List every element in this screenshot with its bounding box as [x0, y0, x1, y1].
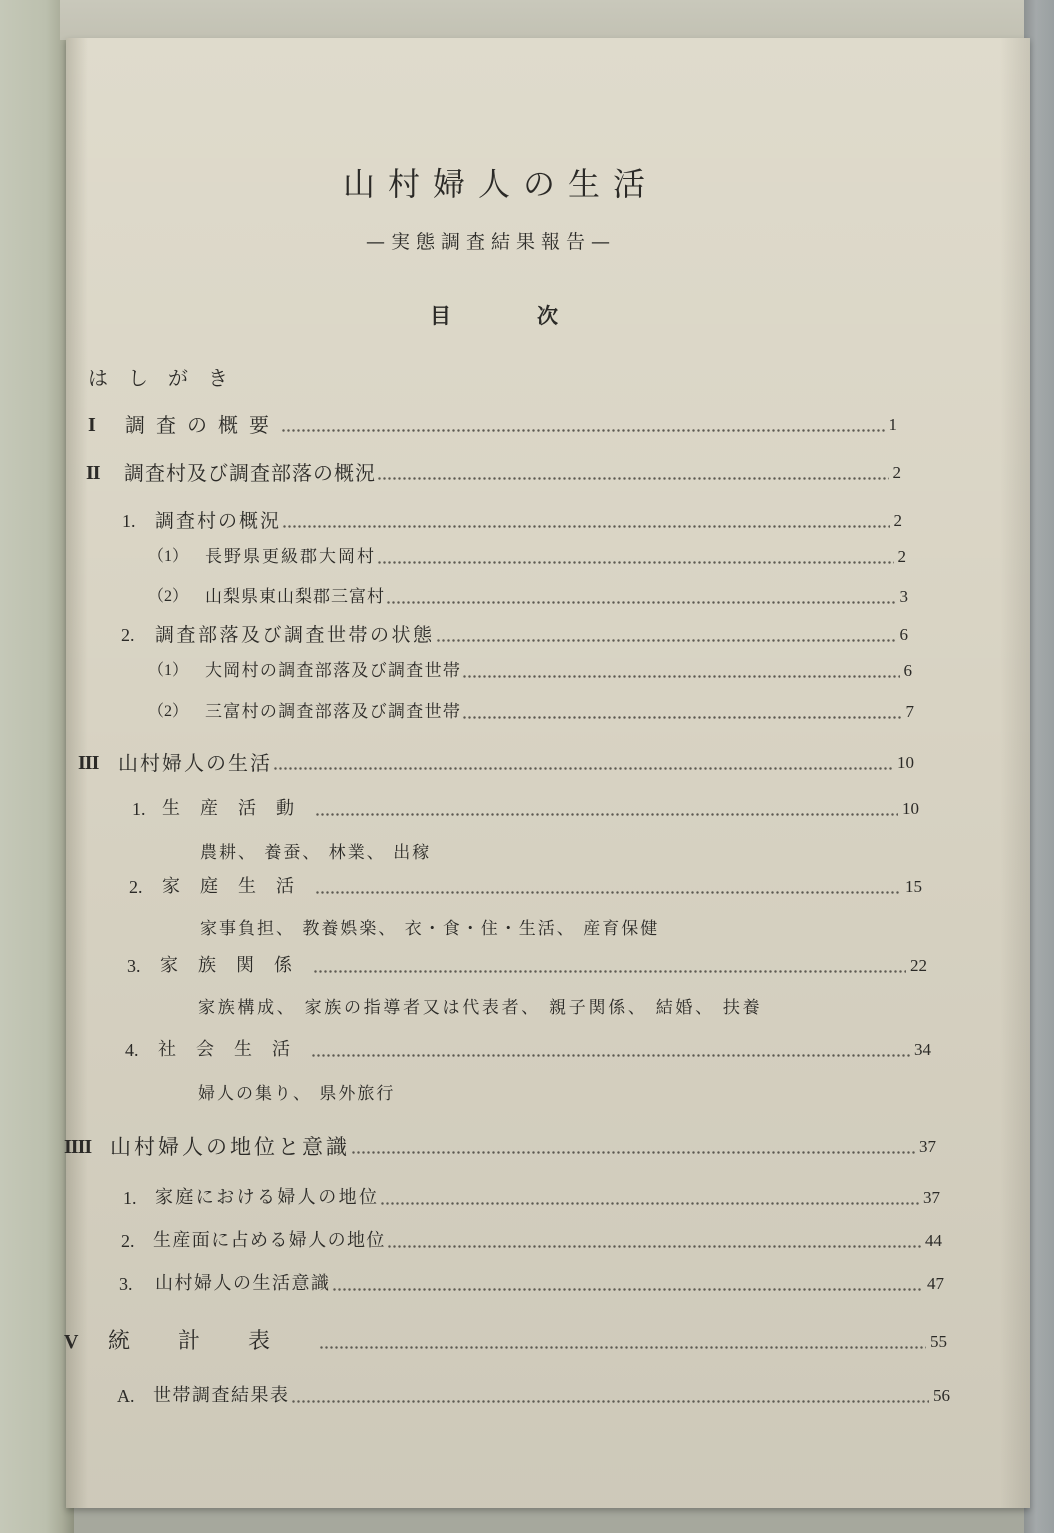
chapter-title: 山村婦人の生活 [118, 751, 272, 775]
section-number: 1. [122, 511, 136, 531]
subsection-number: （1） [148, 548, 189, 565]
toc-section-3-3 [127, 952, 927, 980]
toc-preface: はしがき [88, 366, 248, 390]
subsection-title: 大岡村の調査部落及び調査世帯 [205, 661, 462, 681]
section-number: 2. [121, 625, 135, 645]
page-number: 22 [910, 956, 927, 975]
section-title: 家族関係 [160, 955, 312, 976]
section-number: 1. [123, 1188, 137, 1208]
section-title: 世帯調査結果表 [153, 1385, 290, 1406]
toc-section-3-2 [129, 873, 922, 901]
section-title: 調査部落及び調査世帯の状態 [155, 624, 435, 646]
chapter-title: 調査村及び調査部落の概況 [124, 461, 376, 485]
toc-topics-3-3: 家族構成、 家族の指導者又は代表者、 親子関係、 結婚、 扶養 [198, 998, 763, 1018]
section-title: 家庭における婦人の地位 [155, 1187, 380, 1208]
dot-leader [314, 970, 906, 973]
toc-subsection-2-2-1 [148, 657, 912, 685]
subsection-number: （1） [148, 662, 189, 679]
page-number: 56 [933, 1386, 950, 1405]
toc-chapter-2 [86, 459, 901, 487]
page-number: 2 [897, 547, 906, 566]
dot-leader [437, 639, 896, 642]
adjacent-page-edge [0, 0, 74, 1533]
section-number: 3. [119, 1274, 133, 1294]
page-number: 6 [903, 661, 912, 680]
section-title: 山村婦人の生活意識 [155, 1273, 331, 1294]
page-number: 10 [902, 799, 919, 818]
page-number: 34 [914, 1040, 931, 1059]
toc-section-2-2 [121, 621, 908, 649]
page-number: 1 [888, 415, 897, 434]
dot-leader [378, 561, 894, 564]
toc-topics-3-1: 農耕、 養蚕、 林業、 出稼 [200, 843, 432, 863]
dot-leader [282, 429, 885, 432]
toc-chapter-5 [64, 1328, 947, 1356]
toc-section-3-4 [125, 1036, 931, 1064]
section-title: 調査村の概況 [155, 510, 282, 532]
chapter-number: IIII [64, 1136, 92, 1158]
subsection-number: （2） [148, 703, 189, 720]
dot-leader [381, 1202, 919, 1205]
section-title: 社会生活 [158, 1039, 310, 1060]
toc-section-5-a [117, 1382, 950, 1410]
page-number: 44 [925, 1231, 942, 1250]
subsection-title: 長野県更級郡大岡村 [205, 547, 376, 567]
toc-topics-3-4: 婦人の集り、 県外旅行 [198, 1084, 396, 1104]
page-number: 6 [899, 625, 908, 644]
toc-chapter-1 [88, 411, 897, 439]
dot-leader [320, 1346, 926, 1349]
toc-section-4-3 [119, 1270, 944, 1298]
section-number: 4. [125, 1040, 139, 1060]
section-number: 1. [132, 799, 146, 819]
document-title: 山村婦人の生活 [343, 165, 659, 203]
toc-subsection-2-1-1 [148, 543, 906, 571]
page-number: 2 [892, 463, 901, 482]
chapter-number: V [64, 1331, 78, 1353]
page-number: 37 [919, 1137, 936, 1156]
section-title: 生産面に占める婦人の地位 [153, 1230, 386, 1251]
toc-subsection-2-2-2 [148, 698, 914, 726]
subsection-title: 山梨県東山梨郡三富村 [205, 587, 385, 607]
section-number: 2. [129, 877, 143, 897]
chapter-number: II [86, 462, 100, 484]
page-number: 37 [923, 1188, 940, 1207]
toc-section-2-1 [122, 507, 902, 535]
toc-subsection-2-1-2 [148, 583, 908, 611]
toc-section-4-2 [121, 1227, 942, 1255]
dot-leader [292, 1400, 930, 1403]
section-number: A. [117, 1386, 135, 1406]
chapter-number: III [78, 752, 99, 774]
page-number: 47 [927, 1274, 944, 1293]
page-number: 15 [905, 877, 922, 896]
subsection-title: 三富村の調査部落及び調査世帯 [205, 702, 462, 722]
toc-section-4-1 [123, 1184, 940, 1212]
toc-chapter-3 [78, 749, 914, 777]
dot-leader [463, 716, 901, 719]
page-number: 2 [893, 511, 902, 530]
section-number: 3. [127, 956, 141, 976]
chapter-title: 統計表 [108, 1329, 319, 1354]
page-number: 55 [930, 1332, 947, 1351]
dot-leader [333, 1288, 924, 1291]
dot-leader [463, 675, 899, 678]
dot-leader [387, 601, 896, 604]
dot-leader [316, 891, 901, 894]
chapter-title: 調査の概要 [125, 413, 280, 437]
toc-section-3-1 [132, 795, 919, 823]
dot-leader [378, 477, 889, 480]
page-number: 10 [897, 753, 914, 772]
dot-leader [312, 1054, 910, 1057]
toc-heading: 目次 [430, 303, 644, 328]
toc-chapter-4 [64, 1133, 936, 1161]
section-title: 生産活動 [162, 798, 314, 819]
dot-leader [388, 1245, 921, 1248]
section-number: 2. [121, 1231, 135, 1251]
section-title: 家庭生活 [162, 876, 314, 897]
page-number: 7 [905, 702, 914, 721]
document-subtitle: —実態調査結果報告— [366, 231, 617, 253]
subsection-number: （2） [148, 588, 189, 605]
toc-topics-3-2: 家事負担、 教養娯楽、 衣・食・住・生活、 産育保健 [200, 919, 660, 939]
dot-leader [352, 1151, 915, 1154]
page-number: 3 [899, 587, 908, 606]
dot-leader [283, 525, 889, 528]
top-shadow-band [60, 0, 1030, 40]
chapter-title: 山村婦人の地位と意識 [110, 1135, 350, 1159]
dot-leader [316, 813, 898, 816]
chapter-number: I [88, 414, 95, 436]
dot-leader [274, 767, 893, 770]
